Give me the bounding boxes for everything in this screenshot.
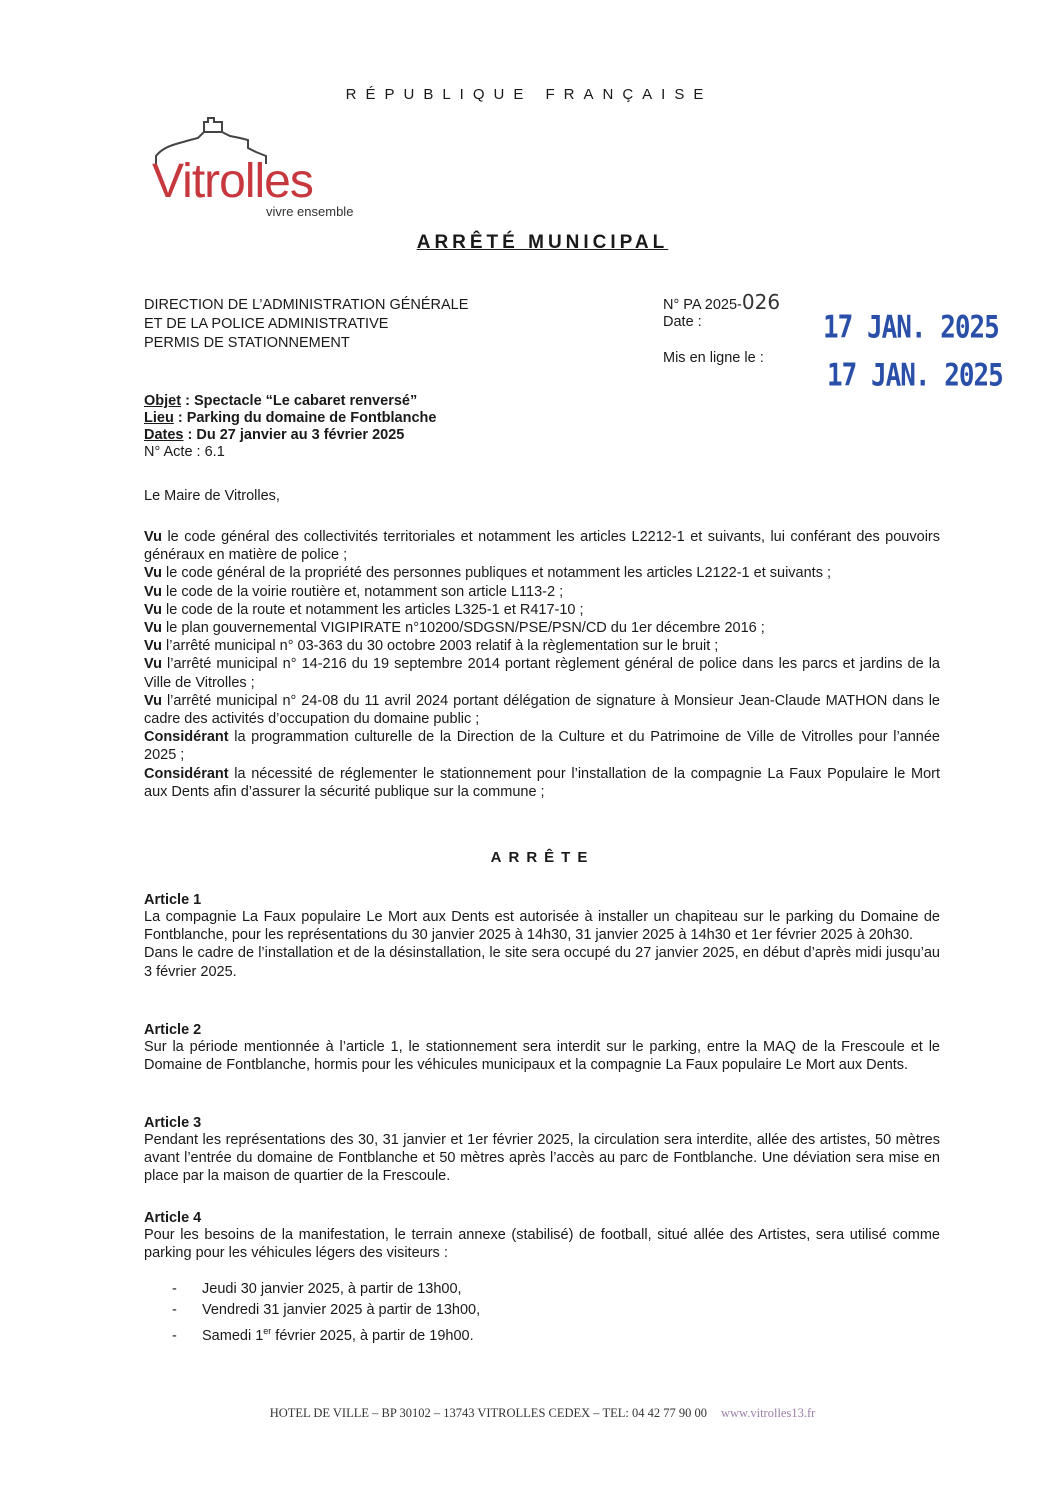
visa-item: Vu l’arrêté municipal n° 03-363 du 30 octobre 2003 relatif à la règlementation sur le bruit ;: [144, 638, 719, 655]
arrete-heading: ARRÊTE: [490, 849, 595, 866]
visa-item: Vu l’arrêté municipal n° 14-216 du 19 septembre 2014 portant règlement général de police dans les parcs et jardins de la Ville de Vitrolles ;: [144, 656, 940, 691]
online-date-stamp: 17 JAN. 2025: [827, 358, 1003, 394]
list-item: - Samedi 1er février 2025, à partir de 19h00.: [172, 1326, 474, 1344]
reference-handwritten: 026: [741, 290, 781, 314]
direction-line: PERMIS DE STATIONNEMENT: [144, 335, 350, 351]
visas-block: [144, 528, 940, 801]
reference-number: [663, 292, 780, 315]
article-title: Article 4: [144, 1210, 202, 1226]
article-body: Sur la période mentionnée à l’article 1, le stationnement sera interdit sur le parking, entre la MAQ de la Frescoule et le Domaine de Fontblanche, hormis pour les véhicules municipaux et la compagnie La Faux populaire Le Mort aux Dents.: [144, 1039, 940, 1074]
article-title: Article 1: [144, 892, 202, 908]
article-2: [144, 1022, 940, 1074]
direction-line: ET DE LA POLICE ADMINISTRATIVE: [144, 316, 389, 332]
acte-line: N° Acte : 6.1: [144, 444, 225, 460]
republique-header: RÉPUBLIQUE FRANÇAISE: [345, 86, 713, 103]
footer-website[interactable]: www.vitrolles13.fr: [720, 1406, 816, 1420]
article-title: Article 2: [144, 1022, 202, 1038]
visa-item: Vu le code général de la propriété des personnes publiques et notamment les articles L2122-1 et suivants ;: [144, 565, 832, 582]
footer: [0, 1406, 1058, 1421]
article-1: [144, 892, 940, 981]
article-body: La compagnie La Faux populaire Le Mort aux Dents est autorisée à installer un chapiteau sur le parking du Domaine de Fontblanche, pour les représentations du 30 janvier 2025 à 14h30, 31 janvier 2025 à 14h30 et 1er février 2025 à 20h30. Dans le cadre de l’installation et de la désinstallation, le site sera occupé du 27 janvier 2025, en début d’après midi jusqu’au 3 février 2025.: [144, 909, 940, 980]
direction-block: [144, 296, 468, 353]
vitrolles-logo: [142, 112, 402, 222]
subject-block: [144, 393, 436, 461]
visa-item: Considérant la programmation culturelle de la Direction de la Culture et du Patrimoine de Ville de Vitrolles pour l’année 2025 ;: [144, 729, 940, 764]
article-3: [144, 1115, 940, 1186]
lieu-line: Lieu : Parking du domaine de Fontblanche: [144, 410, 437, 426]
maire-line: Le Maire de Vitrolles,: [144, 488, 280, 504]
article-body: Pendant les représentations des 30, 31 janvier et 1er février 2025, la circulation sera interdite, allée des artistes, 50 mètres avant l’entrée du domaine de Fontblanche et 50 mètres après l’accès au parc de Fontblanche. Une déviation sera mise en place par la maison de quartier de la Frescoule.: [144, 1132, 940, 1185]
page-title: ARRÊTÉ MUNICIPAL: [416, 232, 669, 253]
article-body: Pour les besoins de la manifestation, le terrain annexe (stabilisé) de football, situé allée des Artistes, sera utilisé comme parking pour les véhicules légers des visiteurs :: [144, 1227, 940, 1262]
visa-item: Vu le code général des collectivités territoriales et notamment les articles L2212-1 et suivants, lui conférant des pouvoirs généraux en matière de police ;: [144, 529, 940, 564]
visa-item: Considérant la nécessité de réglementer le stationnement pour l’installation de la compagnie La Faux Populaire le Mort aux Dents afin d’assurer la sécurité publique sur la commune ;: [144, 765, 940, 800]
visa-item: Vu l’arrêté municipal n° 24-08 du 11 avril 2024 portant délégation de signature à Monsieur Jean-Claude MATHON dans le cadre des activités d’occupation du domaine public ;: [144, 692, 940, 728]
direction-line: DIRECTION DE L’ADMINISTRATION GÉNÉRALE: [144, 297, 469, 313]
dates-list: [172, 1279, 480, 1347]
article-4: [144, 1210, 940, 1262]
logo-name: Vitrolles: [152, 155, 313, 208]
list-item: - Jeudi 30 janvier 2025, à partir de 13h00,: [172, 1281, 462, 1297]
date-label: Date :: [663, 314, 702, 330]
date-stamp: 17 JAN. 2025: [823, 310, 999, 346]
list-item: - Vendredi 31 janvier 2025 à partir de 13h00,: [172, 1302, 481, 1318]
visa-item: Vu le code de la voirie routière et, notamment son article L113-2 ;: [144, 583, 564, 600]
article-title: Article 3: [144, 1115, 202, 1131]
footer-address: HOTEL DE VILLE – BP 30102 – 13743 VITROLLES CEDEX – TEL: 04 42 77 90 00: [269, 1406, 707, 1420]
visa-item: Vu le plan gouvernemental VIGIPIRATE n°10200/SDGSN/PSE/PSN/CD du 1er décembre 2016 ;: [144, 620, 765, 637]
logo-tagline: vivre ensemble: [266, 204, 354, 219]
objet-line: Objet : Spectacle “Le cabaret renversé”: [144, 393, 418, 409]
online-label: Mis en ligne le :: [663, 350, 764, 366]
visa-item: Vu le code de la route et notamment les articles L325-1 et R417-10 ;: [144, 601, 584, 618]
dates-line: Dates : Du 27 janvier au 3 février 2025: [144, 427, 405, 443]
reference-label: N° PA 2025-: [663, 297, 742, 313]
